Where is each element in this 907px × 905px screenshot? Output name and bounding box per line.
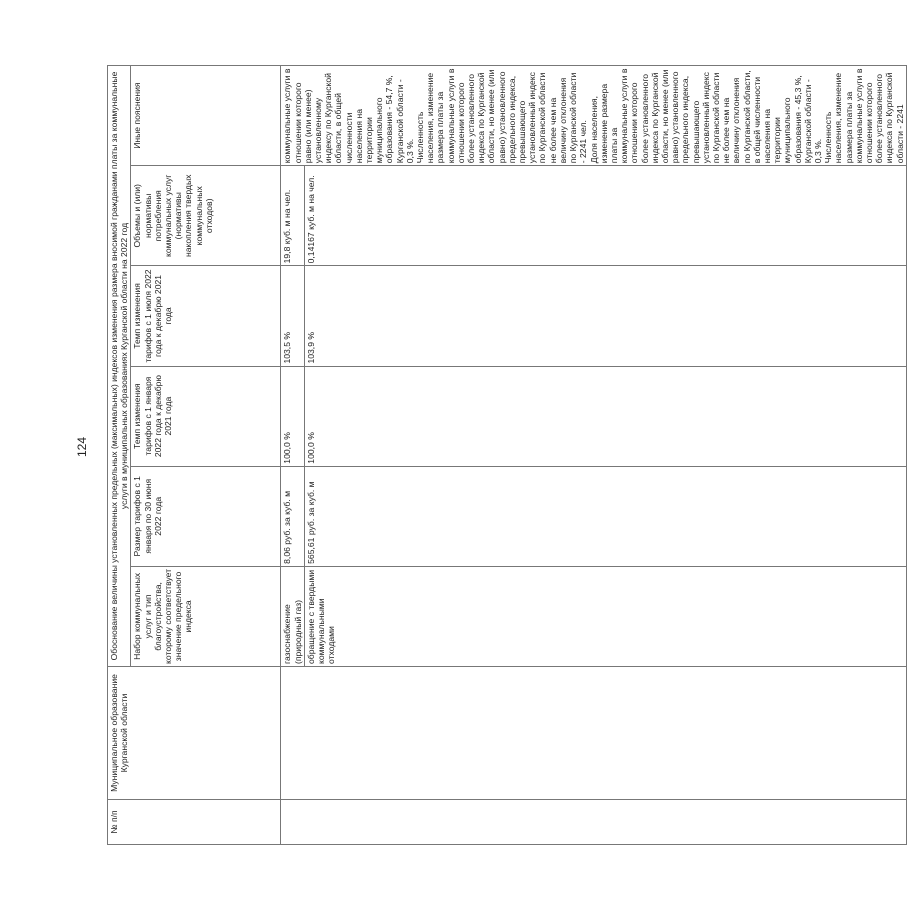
notes-cell	[281, 66, 906, 166]
table-row	[281, 66, 304, 845]
rate-jul-cell: 103,9 %	[304, 266, 906, 366]
notes-paragraph: Доля населения, изменение размера платы за коммунальные услуги в отношении которого более установленного индекса по Курганской области, но менее (или равно) установленного предельного индекса, превышающего установленный индекс по Курганской области не более чем на величину отклонения по Курганской области, в общей численности населения на территории муниципального образования - 45,3 %, Курганской области - 0,3 %.	[588, 68, 823, 164]
col-tariff-header: Размер тарифов с 1 января по 30 июня 2022 года	[131, 466, 281, 566]
tariff-cell: 565,61 руб. за куб. м	[304, 466, 906, 566]
rotated-table-sheet	[107, 65, 905, 845]
notes-paragraph: коммунальные услуги в отношении которого равно (или менее) установленному индексу по Курганской области, в общей численности населения на территории муниципального образования - 54,7 %, Курганской области - 0,3 %.	[282, 68, 415, 164]
col-rate-jul-header: Темп изменения тарифов с 1 июля 2022 года к декабрю 2021 года	[131, 266, 281, 366]
row-municipality-cell	[281, 667, 906, 800]
header-row-main	[108, 66, 131, 845]
index-justification-table	[107, 65, 907, 845]
volume-cell: 19,8 куб. м на чел.	[281, 166, 304, 266]
col-municipality-header: Муниципальное образование Курганской области	[108, 667, 281, 800]
col-rate-jan-header: Темп изменения тарифов с 1 января 2022 года к декабрю 2021 года	[131, 366, 281, 466]
page-number: 124	[75, 436, 90, 458]
rate-jul-cell: 103,5 %	[281, 266, 304, 366]
notes-paragraph: Численность населения, изменение размера платы за коммунальные услуги в отношении которого более установленного индекса по Курганской области, но менее (или равно) установленного предельного индекса, превышающего установленный индекс по Курганской области не более чем на величину отклонения по Курганской области - 2241 чел.	[415, 68, 589, 164]
col-justification-header: Обоснование величины установленных предельных (максимальных) индексов изменения размера вносимой гражданами платы за коммунальные услуги в муниципальных образованиях Курганской области на 2022 год	[108, 66, 131, 667]
service-cell: газоснабжение (природный газ)	[281, 566, 304, 666]
col-service-header: Набор коммунальных услуг и тип благоустройства, которому соответствует значение предельного индекса	[131, 566, 281, 666]
tariff-cell: 8,06 руб. за куб. м	[281, 466, 304, 566]
col-notes-header: Иные пояснения	[131, 66, 281, 166]
rate-jan-cell: 100,0 %	[304, 366, 906, 466]
rate-jan-cell: 100,0 %	[281, 366, 304, 466]
col-num-header: № п/п	[108, 800, 281, 845]
service-cell: обращение с твердыми коммунальными отходами	[304, 566, 906, 666]
notes-paragraph: Численность населения, изменение размера платы за коммунальные услуги в отношении которого более установленного индекса по Курганской области - 2241	[823, 68, 905, 164]
row-num-cell	[281, 800, 906, 845]
col-volume-header: Объемы и (или) нормативы потребления коммунальных услуг (нормативы накопления твердых коммунальных отходов)	[131, 166, 281, 266]
volume-cell: 0,14167 куб. м на чел.	[304, 166, 906, 266]
